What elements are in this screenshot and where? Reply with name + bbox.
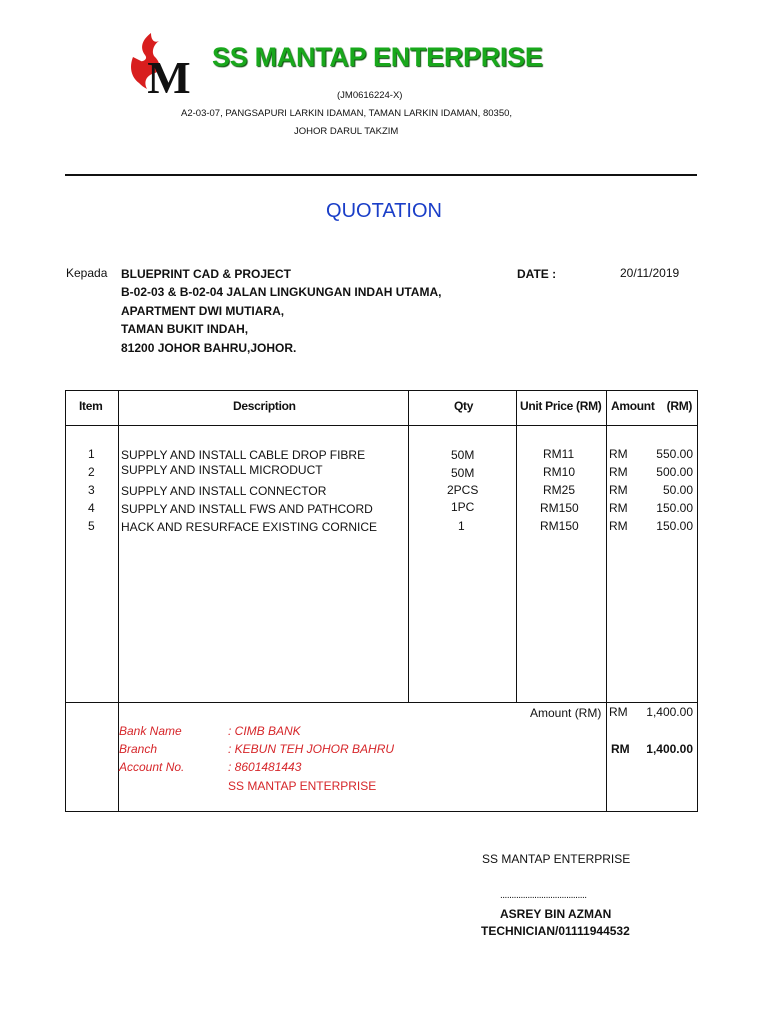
row-unit-price: RM10 <box>543 465 576 479</box>
logo-mark <box>125 27 201 104</box>
row-description: HACK AND RESURFACE EXISTING CORNICE <box>121 520 378 534</box>
row-unit-price: RM11 <box>543 447 575 461</box>
row-amount: 550.00 <box>656 447 693 461</box>
bank-account-holder: SS MANTAP ENTERPRISE <box>228 779 377 793</box>
signature-company: SS MANTAP ENTERPRISE <box>482 852 631 866</box>
table-col-divider <box>516 390 517 702</box>
date-value: 20/11/2019 <box>620 266 680 280</box>
row-amount: 50.00 <box>662 483 693 497</box>
subtotal-currency: RM <box>609 705 628 719</box>
row-description: SUPPLY AND INSTALL FWS AND PATHCORD <box>121 502 373 516</box>
total-currency: RM <box>611 742 630 756</box>
recipient-line: APARTMENT DWI MUTIARA, <box>121 304 285 318</box>
table-col-divider <box>408 390 409 702</box>
signatory-name: ASREY BIN AZMAN <box>500 907 612 921</box>
bank-branch-value: : KEBUN TEH JOHOR BAHRU <box>228 742 395 756</box>
row-item: 4 <box>88 501 95 515</box>
header-divider <box>65 174 697 176</box>
recipient-line: B-02-03 & B-02-04 JALAN LINGKUNGAN INDAH UTAMA, <box>121 285 442 299</box>
header-amount: Amount (RM) <box>611 399 693 413</box>
signature-line: ...................................... <box>500 890 587 901</box>
bank-account-label: Account No. <box>119 760 185 774</box>
bank-name-label: Bank Name <box>119 724 182 738</box>
company-logo <box>125 27 201 104</box>
company-reg-no: (JM0616224-X) <box>337 90 403 101</box>
recipient-line: TAMAN BUKIT INDAH, <box>121 322 249 336</box>
row-unit-price: RM25 <box>543 483 576 497</box>
row-item: 1 <box>88 447 95 461</box>
row-currency: RM <box>609 483 628 497</box>
bank-branch-label: Branch <box>119 742 158 756</box>
row-currency: RM <box>609 465 628 479</box>
row-qty: 50M <box>451 466 475 480</box>
row-description: SUPPLY AND INSTALL CABLE DROP FIBRE <box>121 448 366 462</box>
table-col-divider <box>606 390 607 812</box>
row-currency: RM <box>609 519 628 533</box>
table-body-divider <box>65 702 698 703</box>
bank-account-value: : 8601481443 <box>228 760 302 774</box>
row-qty: 2PCS <box>447 483 479 497</box>
row-unit-price: RM150 <box>540 519 579 533</box>
document-title: QUOTATION <box>326 200 442 222</box>
header-unit-price: Unit Price (RM) <box>520 399 602 413</box>
row-item: 2 <box>88 465 95 479</box>
header-item: Item <box>79 399 103 413</box>
date-label: DATE : <box>517 267 557 281</box>
row-description: SUPPLY AND INSTALL CONNECTOR <box>121 484 327 498</box>
row-amount: 500.00 <box>656 465 693 479</box>
row-amount: 150.00 <box>656 501 693 515</box>
row-qty: 1 <box>458 519 465 533</box>
row-qty: 50M <box>451 448 475 462</box>
signatory-title: TECHNICIAN/01111944532 <box>481 924 630 938</box>
row-currency: RM <box>609 447 628 461</box>
recipient-label: Kepada <box>66 266 108 280</box>
company-address-line2: JOHOR DARUL TAKZIM <box>294 126 399 137</box>
header-qty: Qty <box>454 399 474 413</box>
company-address-line1: A2-03-07, PANGSAPURI LARKIN IDAMAN, TAMAN LARKIN IDAMAN, 80350, <box>181 108 513 119</box>
total-value: 1,400.00 <box>646 742 693 756</box>
company-name: SS MANTAP ENTERPRISE <box>212 42 543 72</box>
logo-letter: M <box>147 52 191 103</box>
header-description: Description <box>233 399 296 413</box>
row-currency: RM <box>609 501 628 515</box>
row-amount: 150.00 <box>656 519 693 533</box>
recipient-line: BLUEPRINT CAD & PROJECT <box>121 267 292 281</box>
row-description: SUPPLY AND INSTALL MICRODUCT <box>121 463 323 477</box>
row-qty: 1PC <box>451 500 475 514</box>
row-unit-price: RM150 <box>540 501 579 515</box>
table-header-divider <box>65 425 698 426</box>
row-item: 3 <box>88 483 95 497</box>
bank-name-value: : CIMB BANK <box>228 724 301 738</box>
subtotal-label: Amount (RM) <box>530 706 602 720</box>
row-item: 5 <box>88 519 95 533</box>
subtotal-value: 1,400.00 <box>646 705 693 719</box>
recipient-line: 81200 JOHOR BAHRU,JOHOR. <box>121 341 297 355</box>
